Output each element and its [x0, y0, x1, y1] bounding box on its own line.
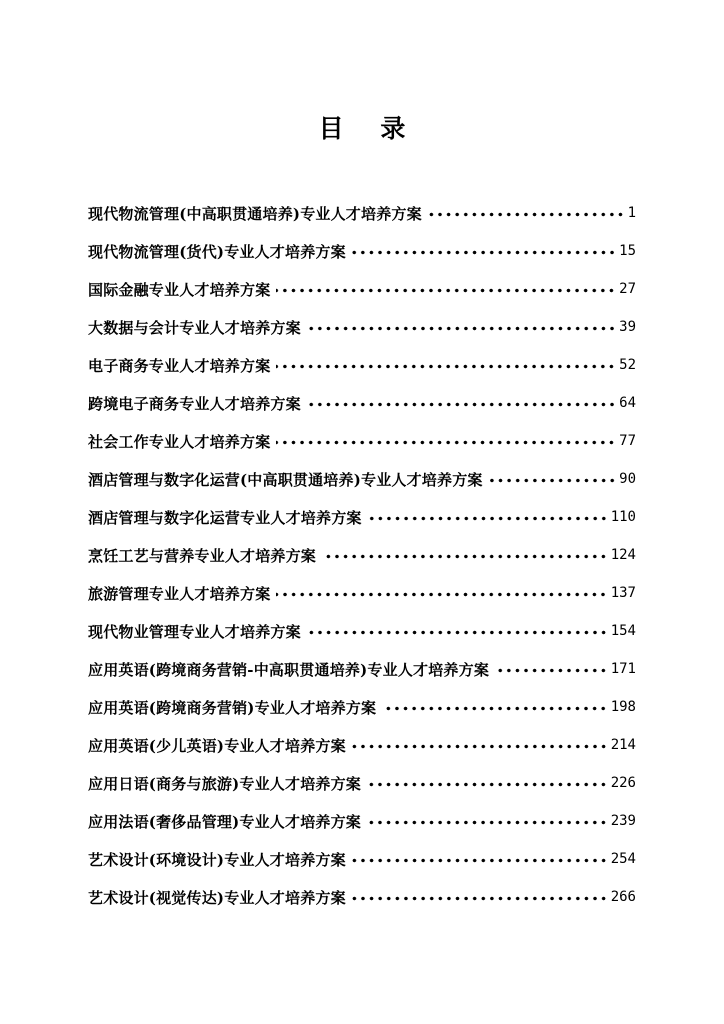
toc-entry[interactable]	[88, 194, 636, 232]
toc-entry[interactable]	[88, 346, 636, 384]
toc-entry-title: 社会工作专业人才培养方案	[88, 432, 271, 451]
toc-dot-leader	[322, 554, 608, 559]
toc-entry-title: 电子商务专业人才培养方案	[88, 356, 271, 375]
toc-dot-leader	[428, 212, 625, 217]
toc-dot-leader	[352, 858, 608, 863]
toc-page-number: 137	[610, 585, 636, 601]
toc-entry-title: 应用法语(奢侈品管理)专业人才培养方案	[88, 812, 361, 831]
toc-entry[interactable]	[88, 612, 636, 650]
toc-entry[interactable]	[88, 878, 636, 916]
toc-entry-title: 现代物流管理(中高职贯通培养)专业人才培养方案	[88, 204, 422, 223]
toc-dot-leader	[368, 516, 608, 521]
toc-page-number: 154	[610, 623, 636, 639]
toc-entry[interactable]	[88, 232, 636, 270]
toc-entry-title: 应用英语(少儿英语)专业人才培养方案	[88, 736, 346, 755]
toc-dot-leader	[307, 630, 608, 635]
toc-entry[interactable]	[88, 764, 636, 802]
toc-entry[interactable]	[88, 422, 636, 460]
toc-dot-leader	[276, 288, 616, 293]
toc-dot-leader	[352, 250, 616, 255]
toc-dot-leader	[367, 782, 608, 787]
toc-page-number: 214	[610, 737, 636, 753]
table-of-contents	[88, 194, 636, 916]
toc-entry-title: 烹饪工艺与营养专业人才培养方案	[88, 546, 317, 565]
toc-page-number: 226	[610, 775, 636, 791]
toc-entry-title: 国际金融专业人才培养方案	[88, 280, 271, 299]
toc-entry-title: 跨境电子商务专业人才培养方案	[88, 394, 301, 413]
toc-entry-title: 艺术设计(视觉传达)专业人才培养方案	[88, 888, 346, 907]
toc-entry-title: 酒店管理与数字化运营(中高职贯通培养)专业人才培养方案	[88, 470, 483, 489]
page-title: 目 录	[318, 114, 420, 143]
toc-entry[interactable]	[88, 308, 636, 346]
toc-entry-title: 旅游管理专业人才培养方案	[88, 584, 271, 603]
toc-page-number: 39	[619, 319, 636, 335]
toc-entry[interactable]	[88, 270, 636, 308]
toc-page-number: 239	[610, 813, 636, 829]
toc-page-number: 77	[619, 433, 636, 449]
toc-dot-leader	[276, 440, 616, 445]
toc-entry[interactable]	[88, 688, 636, 726]
toc-page-number: 110	[610, 509, 636, 525]
toc-dot-leader	[276, 592, 607, 597]
toc-dot-leader	[307, 326, 616, 331]
toc-dot-leader	[307, 402, 616, 407]
toc-entry[interactable]	[88, 384, 636, 422]
toc-entry[interactable]	[88, 840, 636, 878]
toc-entry[interactable]	[88, 460, 636, 498]
toc-entry-title: 艺术设计(环境设计)专业人才培养方案	[88, 850, 346, 869]
toc-dot-leader	[382, 706, 608, 711]
toc-dot-leader	[352, 896, 608, 901]
toc-entry-title: 现代物流管理(货代)专业人才培养方案	[88, 242, 346, 261]
toc-dot-leader	[352, 744, 608, 749]
toc-entry[interactable]	[88, 726, 636, 764]
toc-entry[interactable]	[88, 536, 636, 574]
toc-page-number: 52	[619, 357, 636, 373]
toc-page-number: 90	[619, 471, 636, 487]
toc-entry[interactable]	[88, 574, 636, 612]
toc-entry[interactable]	[88, 498, 636, 536]
toc-dot-leader	[489, 478, 617, 483]
toc-entry-title: 现代物业管理专业人才培养方案	[88, 622, 301, 641]
toc-page-number: 27	[619, 281, 636, 297]
toc-page-number: 254	[610, 851, 636, 867]
toc-dot-leader	[495, 668, 608, 673]
toc-page-number: 266	[610, 889, 636, 905]
toc-page-number: 1	[627, 205, 636, 221]
toc-entry[interactable]	[88, 650, 636, 688]
toc-entry-title: 应用英语(跨境商务营销-中高职贯通培养)专业人才培养方案	[88, 660, 490, 679]
toc-page-number: 64	[619, 395, 636, 411]
toc-dot-leader	[276, 364, 616, 369]
toc-entry-title: 大数据与会计专业人才培养方案	[88, 318, 301, 337]
toc-dot-leader	[367, 820, 608, 825]
toc-entry-title: 应用英语(跨境商务营销)专业人才培养方案	[88, 698, 377, 717]
toc-page-number: 124	[610, 547, 636, 563]
toc-entry-title: 酒店管理与数字化运营专业人才培养方案	[88, 508, 362, 527]
toc-entry[interactable]	[88, 802, 636, 840]
toc-entry-title: 应用日语(商务与旅游)专业人才培养方案	[88, 774, 361, 793]
toc-page-number: 198	[610, 699, 636, 715]
toc-page-number: 171	[610, 661, 636, 677]
toc-page-number: 15	[619, 243, 636, 259]
